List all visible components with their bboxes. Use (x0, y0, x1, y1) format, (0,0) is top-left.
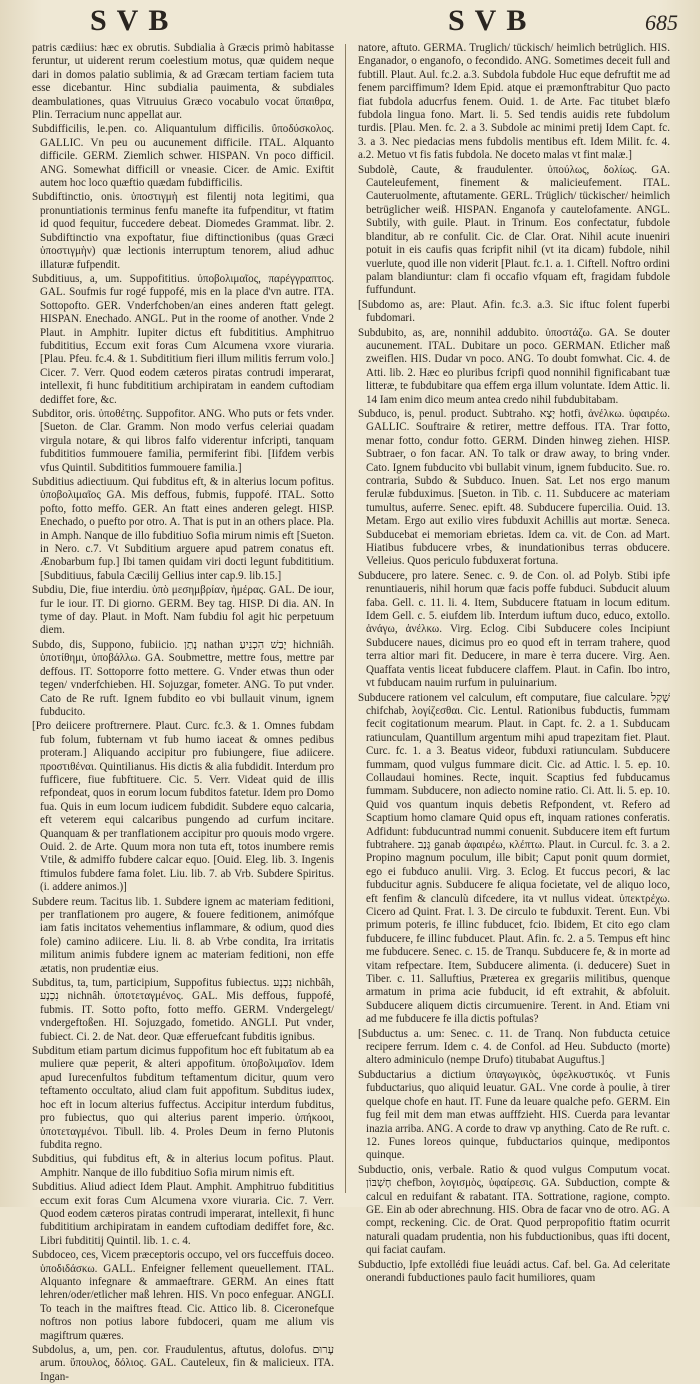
left-column-entry: Subditius. Aliud adiect Idem Plaut. Amphit. Amphitruo fubdititius eccum exit foras Cum Alcumena vxore viuraria. Cic. 7. Verr. Quod eodem cæteros piratas contrudi imperarat, intellexit, fi hunc fubdititium archipiratam in eandem cuftodiam dediffet fore, &c. Libri fubdititij Quintil. lib. 1. c. 4. (32, 1181, 334, 1247)
left-column-entry: Subdo, dis, Suppono, fubiicio. נָתַן nathan יָבַשׁ הִכְנִיעַ hichniâh. ὑποτίθημι, ὑποβάλλω. GA. Soubmettre, mettre fous, mettre par deffous. IT. Sottoporre fotto mettere. G. Vnder etwas thun oder tegen/ vnderfchieben. HI. Sojuzgar, fometer. ANG. To put vnder. Cato de Re ruft. Ignem fubdito eo vbi bullauit vinum, ignem fubducito. (32, 638, 335, 718)
left-column-entry: [Pro deiicere proftrernere. Plaut. Curc. fc.3. & 1. Omnes fubdam fub folum, fubternam vt fub humo iaceat & omnes pedibus proteram.] Aliquando accipitur pro fubiungere, fiue adiicere. προστιθέναι. Quintilianus. His dictis & alia fubdidit. Interdum pro fufficere, fiue fubftituere. Cic. 5. Verr. Videat quid de illis refpondeat, quos in eorum locum fubditos fatetur. Idem pro Domo fua. Quis in eum locum iudicem fubdidit. Subdere equo calcaria, eft veterem equi calcaribus pungendo ad curfum incitare. Quanquam & per tranflationem accipitur pro quouis modo vrgere. Ouid. 2. de Arte. Quum mora non tuta eft, totos inumbere remis Vtile, & admiffo fubdere calcar equo. [Ouid. Eleg. lib. 3. Ingenis ftimulos fubdere fama folet. Liu. lib. 7. ab Vrb. Subdere Spiritus. (i. addere animos.)] (32, 720, 334, 894)
left-column-entry: patris cædiius: hæc ex obrutis. Subdialia à Græcis primò habitasse feruntur, ut uiderent rerum coelestium motus, quæ quidem neque dari in domos palatio sublimia, & ad Græcam tertiam faciem tuta esse dicebantur. Hinc subdialia pauimenta, & subdiales deambulationes, quas Vitruuius Græco vocabulo vocat ὕπαιθρα, Plin. Terracium nunc appellat aur. (32, 42, 334, 122)
right-column-entry: [Subdomo as, are: Plaut. Afin. fc.3. a.3. Sic iftuc folent fuperbi fubdomari. (358, 298, 670, 325)
right-column-entry: natore, aftuto. GERMA. Truglich/ tückisch/ heimlich betrüglich. HIS. Enganador, o enganofo, o fecondido. ANG. Sometimes deceit full and fubtill. Plaut. Aul. fc.2. a.3. Subdola fubdole Huc eque defruftit me ad fenem parciffimum? Idem Epid. atque ei præmonftrabitur Quo pacto fiat fubdola aducrfus fenem. Ouid. 1. de Arte. Fac titubet blæfo fubdola lingua fono. Mart. li. 5. Sed tendis auidis rete fubdolum turdis. [Plau. Men. fc. 2. a 3. Subdole ac minimi pretij Idem Capt. fc. 3. a 3. Nec piedacias mens fubdolis mentibus eft. Idem Milit. fc. 4. a.2. Metuo vt fis fatis fubdola. Ne doceto malas vt fint malæ.] (358, 42, 670, 162)
left-column-entry: Subditus, ta, tum, participium, Suppofitus fubiectus. נִכְנָע nichbâh, נִכְנָע nichnâh. ὑποτεταγμένος. GAL. Mis deffous, fuppofé, fubmis. IT. Sotto pofto, fotto meffo. GERM. Vndergelegt/ vndergeftoßen. HI. Sojuzgado, fometido. ANGLI. Put vnder, fubiect. Ci. 2. de Nat. deor. Quæ efferuefcant fubditis ignibus. (32, 977, 334, 1043)
right-column-entry: Subducere, pro latere. Senec. c. 9. de Con. ol. ad Polyb. Stibi ipfe renuntiaueris, nihil horum quæ facis poffe fubduci. Subducit aluum faba. Gell. c. 11. li. 4. Item, Subducere ftatuam in locum editum. Idem Gell. c. 5. eiufdem lib. Interdum iuftum duco, educo, extollo. ἀνάγω, ἀνέλκω. Virg. Eclog. Cibi Subducere coles Incipiunt Subducere naues, dicimus pro eo quod eft in terram trahere, quod terra altior mari fit. Deducere, in mare è terra ducere. Virg. Aen. Quaffata ventis liceat fubducere claffem. Plaut. in Cafin. Ibo intro, vt fubducam nauim rurfum in puluinarium. (358, 569, 670, 690)
left-column-entry: Subdiftinctio, onis. ὑποστιγμὴ est filentij nota legitimi, qua pronuntiationis terminus fenfu manefte ita fufpenditur, vt ftatim id quod fequitur, fuccedere debeat. Diomedes Grammat. libr. 2. Subdiftinctio vna expoftatur, fiue diftinctionibus (quas Græci ὑποστιγμὴν) quæ lectionis interruptum tenorem, aliud adhuc illaturæ fufpendit. (32, 191, 334, 271)
right-column-entry: [Subductus a. um: Senec. c. 11. de Tranq. Non fubducta cetuice recipere ferrum. Idem c. 4. de Confol. ad Heu. Subducto (morte) altero adminiculo (nempe Drufo) titubabat Auguftus.] (358, 1027, 670, 1067)
right-column-entry: Subductarius a dictium ὑπαγωγικὸς, ὑφελκυστικός. vt Funis fubductarius, quo aliquid leuatur. GAL. Vne corde à poulie, à tirer quelque chofe en haut. IT. Fune da leuare qualche pefo. GERM. Ein fug feil mit dem man etwas aufffzieht. HIS. Cuerda para levantar inazia arriba. ANG. A corde to draw vp anything. Cato de Re ruft. c. 12. Funes loreos quinque, fubductarios quinque, medipontos quinque. (358, 1068, 670, 1162)
right-column-entry: Subduco, is, penul. product. Subtraho. יָצָא hotfi, ἀνέλκω. ὑφαιρέω. GALLIC. Souftraire & retirer, mettre deffous. ITA. Trar fotto, menar fotto, condur fotto. GERM. Dinden hinweg ziehen. HISP. Subtraer, o fon facar. AN. To talk or draw away, to bring vnder. Cato. Ignem fubducito vbi bullabit vinum, ignem fubducito. Sue. ro. contraria, Subdo & Subduco. Inuen. Sat. Let nos ergo manum ferulæ fubduximus. [Sueton. in Tib. c. 11. Subducere ac materiam tumultus, auferre. Senec. epift. 48. Subducere fupercilia. Ouid. 13. Metam. Ergo aut exilio vires fubduxit Achillis aut mortæ. Seneca. Subducebat ei memoriam ebrietas. Idem ca. vit. de Con. ad Mart. Hiatibus fubducere vrbes, & inundationibus terras obducere. Velleius. Quos periculo fubduxerat fortuna. (358, 407, 670, 568)
left-column-entry: Subditiuus, a, um. Suppofititius. ὑποβολιμαῖος, παρέγγραπτος. GAL. Soufmis fur rogé fuppofé, mis en la place d'vn autre. ITA. Sottopofto. GER. Vnderfchoben/an eines anderen ftatt gelegt. HISPAN. Enechado. ANGL. Put in the roome of another. Vnde 2 Plaut. in Amphitr. Iupiter dictus eft fubdititius. Amphitruo fubdititius, Eccum exit foras Cum Alcumena vxore viuraria. [Plau. Pfeu. fc.4. & 1. Subdititium fieri illum militis ferrum volo.] Cicer. 7. Verr. Quod eodem cæteros piratas contrudi imperarat, intellexit, fi hunc fubdititium archipiratam in eandem cuftodiam dediffet fore, &c. (32, 272, 334, 406)
left-column (32, 42, 335, 1383)
left-column-entry: Subditius adiectiuum. Qui fubditus eft, & in alterius locum pofitus. ὑποβολιμαῖος GA. Mis deffous, fubmis, fuppofé. ITAL. Sotto pofto, fotto meffo. GER. An ftatt eines anderen gelegt. HISP. Enechado, o puefto por otro. A. That is put in an others place. Pla. in Amph. Nanque de illo fubditiuo Sofia mirum nimis eft [Sueton. in Nero. c.7. Vt Subditium arguere apud patrem conatus eft. Ænobarbum fup.] Ibi tamen quidam viri docti legunt fubdititium. [Subditiuus, fabula Cæcilij Gellius inter cap.9. lib.15.] (32, 476, 334, 582)
right-column-entry: Subductio, Ipfe extollédi fiue leuádi actus. Caf. bel. Ga. Ad celeritate onerandi fubductiones paulo facit humiliores, quam (358, 1258, 670, 1284)
running-head-right: SVB (448, 4, 537, 37)
column-divider (345, 44, 346, 1193)
left-column-entry: Subdiu, Die, fiue interdiu. ὑπὸ μεσημβρίαν, ἡμέρας. GAL. De iour, fur le iour. IT. Di giorno. GERM. Bey tag. HISP. Di dia. AN. In tyme of day. Plaut. in Moft. Nam fubdiu fol agit hic perpetuum diem. (32, 584, 334, 637)
page-number: 685 (645, 10, 678, 35)
left-column-entry: Subdoceo, ces, Vicem præceptoris occupo, vel ors fucceffuis doceo. ὑποδιδάσκω. GALL. Enfeigner fellement queuellement. ITAL. Alquanto infegnare & ammaeftrare. GERM. An eines ftatt lehren/oder/etlicher maß lehren. HIS. Vn poco enfeguar. ANGLI. To teach in the maiftres ftead. Cic. Attico lib. 8. Ciceronefque noftros non potius labore fubdoceri, quam me alium vis magiftrum quæres. (32, 1249, 334, 1342)
right-column (358, 42, 671, 1284)
left-column-entry: Subdere reum. Tacitus lib. 1. Subdere ignem ac materiam feditioni, per tranflationem pro augere, & fouere feditionem, animófque iam fatis incitatos vehementius inflammare, & odium, quod dies fole) camino adiicere. Liu. li. 8. ab Vrbe condita, Ira irritatis militum animis fubdere ignem ac materiam feditioni, non effe ætatis, non prudentiæ eius. (32, 895, 334, 975)
left-column-entry: Subditum etiam partum dicimus fuppofitum hoc eft fubitatum ab ea muliere quæ peperit, & alteri appofitum. ὑποβολιμαῖον. Idem apud Iurecenfultos fubditum teftamentum dicitur, quum vero teftamento occultato, aliud clam fuit appofitum. Subditus iudex, hoc eft in locum alterius fuffectus. Accipitur interdum fubditus, pro fubiectus, quo qui alterius parent imperio. ὑπήκοοι, ὑποτεταγμένοι. Tibull. lib. 4. Proles Deum in ferno Plutonis fubdita regno. (32, 1045, 334, 1151)
left-column-entry: Subditius, qui fubditus eft, & in alterius locum pofitus. Plaut. Amphitr. Nanque de illo fubditiuo Sofia mirum nimis eft. (32, 1153, 334, 1179)
left-column-entry: Subdifficilis, le.pen. co. Aliquantulum difficilis. ΰποδύσκολος. GALLIC. Vn peu ou aucunement difficile. ITAL. Alquanto difficile. GERM. Ziemlich schwer. HISPAN. Vn poco difficil. ANG. Somewhat difficill or vneasie. Cicer. de Amic. Exiftit autem hoc loco quæftio quædam fubdifficilis. (32, 123, 334, 190)
left-column-entry: Subditor, oris. ὑποθέτης. Suppofitor. ANG. Who puts or fets vnder. [Sueton. de Clar. Gramm. Non modo verfus celeriai quadam virgula notare, & qui libros falfo viderentur infcripti, tanquam fubdititios fummouere familia, permiferint fibi. [Iifdem verbis vfus Quintil. Subdititios fummouere familia.] (32, 407, 334, 474)
running-head-left: SVB (90, 4, 179, 37)
left-column-entry: Subdolus, a, um, pen. cor. Fraudulentus, aftutus, dolofus. עָרוּם arum. ὕπουλος, δόλιος. GAL. Cauteleux, fin & malicieux. ITA. Ingan- (32, 1344, 334, 1383)
right-column-entry: Subducere rationem vel calculum, eft computare, fiue calculare. שָׁקַל chifchab, λογίζεσθαι. Cic. Lentul. Rationibus fubductis, fummam fecit cogitationum mearum. Plaut. in Capt. fc. 2. a 1. Subducam ratiunculam, Quantillum argentum mihi apud trapezitam fiet. Plaut. Curc. fc. 1. a 3. Beatus videor, fubduxi ratiunculam. Subducere fummam, quod vulgus fummare dicit. Cic. ad Attic. l. 5. ep. 10. Collaudaui homines. Recte, inquit. Scaptius fed fubducamus fummam. Subducere, non adiecto nomine ratio. Ci. Att. li. 5. ep. 10. Quid vos quantum inquis debetis Refpondent, vt. Refero ad Scaptium homo clamare Quid opus eft, inquam rationes conferatis. Adfidunt: fubducuntrad nummi conuenit. Subducere item eft furtum fubtrahere. גָּנַב ganab ἀφαιρέω, κλέπτω. Plaut. in Curcul. fc. 3. a 2. Propino magnum poculum, ille bibit; Caput ponit quum dormiet, ego ei fubduco anulii. Virg. 3. Eclog. Et fuccus pecori, & lac fubducitur agnis. Subducere fe aliqua focietate, vel de aliquo loco, eft fenfim & clanculù difcedere, ita vt nullus videat. ὑπεκτρέχω. Cicero ad Quint. Frat. l. 3. De circulo te fubduxit. Terent. Eun. Vbi primum poteris, fe illinc fubducet, fcio. Ibidem, Et cito ego clam fubducere, fe illinc fubducet. Plaut. Afin. fc. 2. a 5. Tempus eft hinc me fubducere. Senec. c. 15. de Tranqu. Subducere fe, & in morte ad vitam refpectare. Item, Subducere alimenta. (i. deducere) Suet in Tiber. c. 11. Salluftius, Præterea ex gregariis militibus, quenque armatum in prima acie fubducit, id eft extrahit, & abfoluit. Subducere aliquem dictis circumuenire. Terent. in And. Etiam vni ad me fubducere fe illa dictis poftulas? (358, 691, 671, 1026)
right-column-entry: Subdubito, as, are, nonnihil addubito. ὑποστάζω. GA. Se douter aucunement. ITAL. Dubitare un poco. GERMAN. Etlicher maß zweiflen. HIS. Dudar vn poco. ANG. To doubt fomwhat. Cic. 4. de Atti. lib. 2. Hæc eo pluribus fcripfi quod nonnihil fignificabant tuæ litteræ, te fubdubitare qua effem erga illum voluntate. Idem Attic. li. 14 Iam enim dico meum antea credo nihil fubdubitabam. (358, 326, 670, 406)
right-column-entry: Subductio, onis, verbale. Ratio & quod vulgus Computum vocat. חֶשְׁבּוֹן chefbon, λογισμὸς, ὑφαίρεσις. GA. Subduction, compte & calcul en reduifant & rabatant. ITA. Sottratione, ragione, compto. GE. Ein ab oder abrechnung. HIS. Obra de facar vno de otro. AG. A compt, reckening. Cic. de Orat. Quod perpropofitio ftatim ocurrit naturali quadam prudentia, non his fubductionibus, quas ifti docent, qui faciat caufam. (358, 1163, 670, 1257)
right-column-entry: Subdolè, Caute, & fraudulenter. ὑπούλως, δολίως. GA. Cauteleufement, finement & malicieufement. ITAL. Cauteruolmente, aftutamente. GERL. Trüglich/ tückischer/ heimlich betrüglicher weiß. HISPAN. Enganofa y cautelofamente. ANGL. Subtily, with guile. Plaut. in Trinum. Eos confectatur, fubdole blanditur, ab re confulit. Cic. de Clar. Orat. Nihil acute inueniri potuit in eis caufis quas fcripfit nihil (vt ita dicam) fubdole, nihil vuerlute, quod ille non viderit [Plaut. fc.1. a. 1. Ciftell. Noftro ordini palam blandiuntur: clam fi occafio vfquam eft, fragidam fubdole fuffundunt. (358, 163, 670, 297)
